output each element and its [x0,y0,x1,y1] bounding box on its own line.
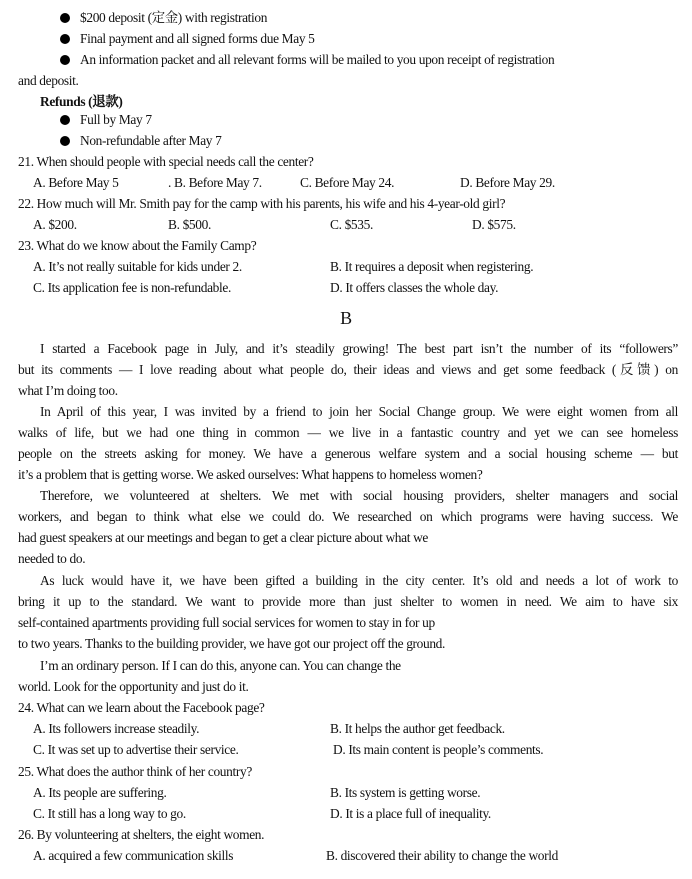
fee-bullet-continuation: and deposit. [18,73,79,88]
q26-option-a[interactable]: A. acquired a few communication skills [33,848,234,863]
q24-option-a[interactable]: A. Its followers increase steadily. [33,721,200,736]
passage-p1-line: I started a Facebook page in July, and it’s steadily growing! The best part isn’t the number of its “followers” [40,341,678,356]
q22-option-a[interactable]: A. $200. [33,217,77,232]
question-26: 26. By volunteering at shelters, the eight women. [18,827,265,842]
q24-option-b[interactable]: B. It helps the author get feedback. [330,721,505,736]
q23-option-a[interactable]: A. It’s not really suitable for kids under 2. [33,259,242,274]
refunds-heading: Refunds (退款) [40,94,123,109]
passage-p2-line: people on the streets asking for money. We have a generous welfare system and a social housing scheme — but [18,446,678,461]
passage-p5-line: I’m an ordinary person. If I can do this, anyone can. You can change the [40,658,401,673]
q23-option-b[interactable]: B. It requires a deposit when registering. [330,259,534,274]
q26-option-b[interactable]: B. discovered their ability to change the world [326,848,558,863]
passage-p4-line: bring it up to the standard. We want to provide more than just shelter to women in need. We aim to have six [18,594,678,609]
q24-option-d[interactable]: D. Its main content is people’s comments. [333,742,544,757]
fee-bullet-final-payment: Final payment and all signed forms due May 5 [80,31,315,46]
bullet-icon [60,55,70,65]
bullet-icon [60,34,70,44]
q22-option-c[interactable]: C. $535. [330,217,373,232]
question-22: 22. How much will Mr. Smith pay for the camp with his parents, his wife and his 4-year-old girl? [18,196,506,211]
section-b-heading: B [340,308,352,328]
q25-option-b[interactable]: B. Its system is getting worse. [330,785,481,800]
passage-p3-line: needed to do. [18,551,86,566]
q21-option-d[interactable]: D. Before May 29. [460,175,555,190]
passage-p3-line: Therefore, we volunteered at shelters. We met with social housing providers, shelter managers and social [40,488,678,503]
q21-option-a[interactable]: A. Before May 5 [33,175,119,190]
passage-p5-line: world. Look for the opportunity and just do it. [18,679,249,694]
bullet-icon [60,115,70,125]
passage-p2-line: walks of life, but we had one thing in common — we live in a fantastic country and yet we can see homeless [18,425,678,440]
fee-bullet-info-packet: An information packet and all relevant forms will be mailed to you upon receipt of registration [80,52,555,67]
refund-bullet-non-refundable: Non-refundable after May 7 [80,133,222,148]
passage-p3-line: had guest speakers at our meetings and began to get a clear picture about what we [18,530,429,545]
passage-p4-line: to two years. Thanks to the building provider, we have got our project off the ground. [18,636,446,651]
passage-p2-line: In April of this year, I was invited by a friend to join her Social Change group. We were eight women from all [40,404,678,419]
passage-p3-line: workers, and began to think what else we could do. We researched on which programs were having success. We [18,509,678,524]
fee-bullet-deposit: $200 deposit (定金) with registration [80,10,268,25]
q25-option-a[interactable]: A. Its people are suffering. [33,785,167,800]
q22-option-b[interactable]: B. $500. [168,217,211,232]
passage-p2-line: it’s a problem that is getting worse. We asked ourselves: What happens to homeless women? [18,467,483,482]
q24-option-c[interactable]: C. It was set up to advertise their service. [33,742,239,757]
q23-option-d[interactable]: D. It offers classes the whole day. [330,280,499,295]
q25-option-d[interactable]: D. It is a place full of inequality. [330,806,491,821]
q21-option-c[interactable]: C. Before May 24. [300,175,395,190]
refund-bullet-full: Full by May 7 [80,112,152,127]
passage-p1-line: but its comments — I love reading about what people do, their ideas and views and get some feedback (反馈) on [18,362,678,377]
question-25: 25. What does the author think of her country? [18,764,252,779]
question-21: 21. When should people with special needs call the center? [18,154,314,169]
q22-option-d[interactable]: D. $575. [472,217,516,232]
bullet-icon [60,13,70,23]
passage-p4-line: self-contained apartments providing full social services for women to stay in for up [18,615,435,630]
q25-option-c[interactable]: C. It still has a long way to go. [33,806,186,821]
q23-option-c[interactable]: C. Its application fee is non-refundable. [33,280,231,295]
passage-p1-line: what I’m doing too. [18,383,118,398]
q21-option-b[interactable]: . B. Before May 7. [168,175,262,190]
question-24: 24. What can we learn about the Facebook page? [18,700,265,715]
bullet-icon [60,136,70,146]
passage-p4-line: As luck would have it, we have been gifted a building in the city center. It’s old and needs a lot of work to [40,573,678,588]
question-23: 23. What do we know about the Family Camp? [18,238,257,253]
